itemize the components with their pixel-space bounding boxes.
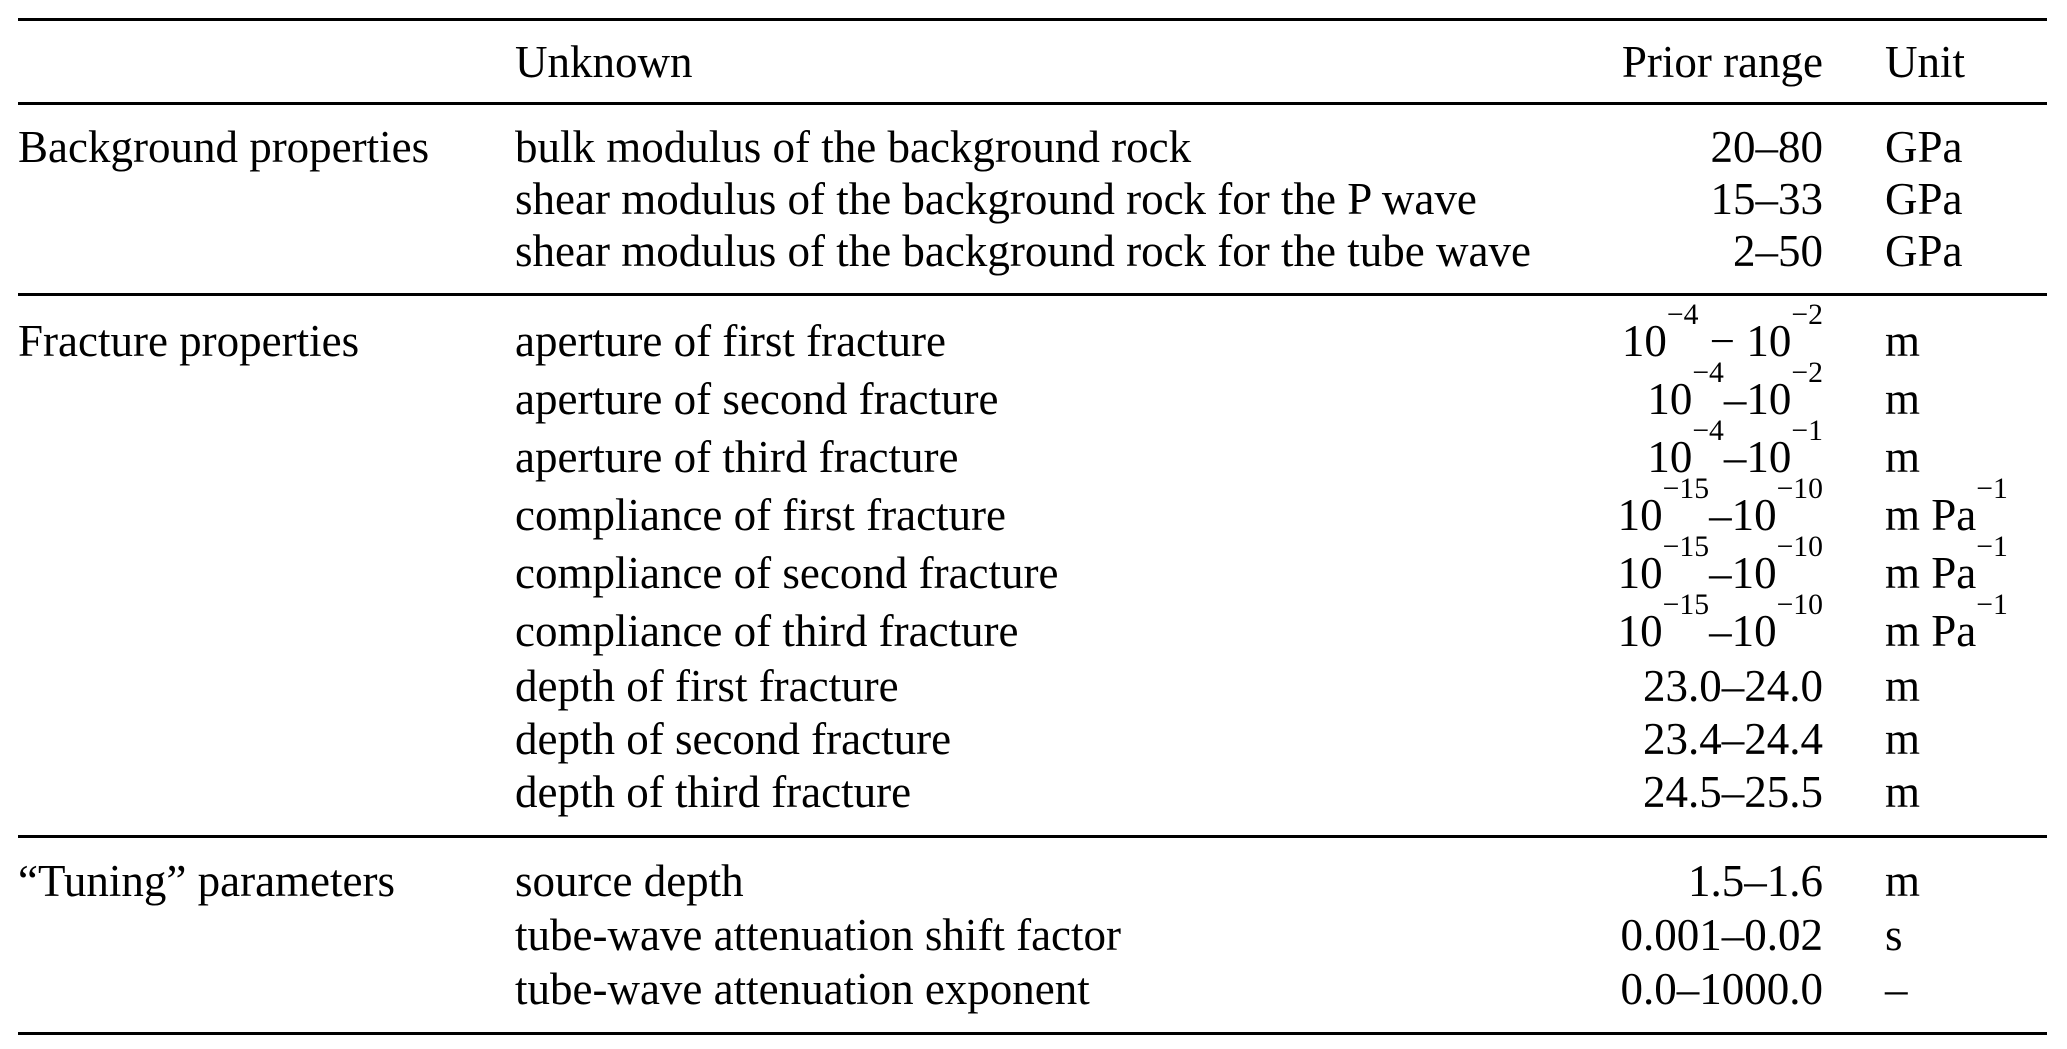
unknown-cell: compliance of second fracture	[515, 548, 1059, 598]
prior-range-cell	[1563, 225, 1823, 277]
unit-cell	[1823, 908, 2047, 962]
unknown-cell: source depth	[515, 856, 744, 906]
range-separator: −	[1698, 316, 1747, 366]
range-exp-2: −10	[1776, 530, 1823, 563]
table-row	[18, 588, 2047, 660]
range-exp-2: −2	[1791, 356, 1823, 389]
prior-range-cell	[1563, 121, 1823, 173]
range-base-2: 10	[1731, 606, 1777, 656]
range-exp-1: −15	[1662, 530, 1710, 563]
prior-range-cell	[1563, 588, 1823, 660]
range-separator: –	[1723, 374, 1747, 424]
range-exp-2: −10	[1776, 588, 1823, 621]
unknown-cell: aperture of third fracture	[515, 432, 959, 482]
range-base-1: 10	[1647, 374, 1693, 424]
table-row	[18, 766, 2047, 819]
unit-cell	[1823, 428, 2047, 486]
unit-text: m	[1885, 432, 1921, 482]
category-cell: “Tuning” parameters	[18, 856, 395, 906]
table-row	[18, 356, 2047, 428]
table-row	[18, 713, 2047, 766]
range-base-2: 10	[1746, 316, 1792, 366]
unit-text: s	[1885, 910, 1903, 960]
unit-text: m Pa	[1885, 548, 1977, 598]
unit-text: m	[1885, 374, 1921, 424]
prior-range-cell	[1563, 713, 1823, 766]
unknown-cell: compliance of first fracture	[515, 490, 1007, 540]
priors-table	[18, 18, 2047, 1035]
unknown-cell: depth of second fracture	[515, 714, 952, 764]
column-header-unknown: Unknown	[515, 36, 693, 87]
unit-cell	[1823, 766, 2047, 819]
range-separator: –	[1709, 490, 1732, 540]
unit-text: m	[1885, 714, 1921, 764]
table-header-row	[18, 18, 2047, 105]
range-exp-1: −4	[1692, 356, 1724, 389]
range-exp-2: −2	[1791, 298, 1823, 331]
range-base-2: 10	[1731, 548, 1777, 598]
table-row	[18, 173, 2047, 225]
range-separator: –	[1723, 432, 1747, 482]
range-text: 0.001–0.02	[1620, 910, 1823, 960]
unit-text: –	[1885, 964, 1908, 1014]
range-text: 0.0–1000.0	[1620, 964, 1823, 1014]
unit-cell	[1823, 370, 2047, 428]
section-background-properties	[18, 105, 2047, 296]
prior-range-cell	[1563, 766, 1823, 819]
table-row	[18, 854, 2047, 908]
unit-cell	[1823, 225, 2047, 277]
table-row	[18, 225, 2047, 277]
unit-cell	[1823, 854, 2047, 908]
prior-range-cell	[1563, 173, 1823, 225]
unit-text: m	[1885, 856, 1921, 906]
table-row	[18, 660, 2047, 713]
range-exp-1: −4	[1692, 414, 1724, 447]
unknown-cell: tube-wave attenuation shift factor	[515, 910, 1122, 960]
unknown-cell: aperture of first fracture	[515, 316, 946, 366]
category-cell: Background properties	[18, 122, 430, 172]
unknown-cell: depth of third fracture	[515, 767, 912, 817]
prior-range-cell	[1563, 908, 1823, 962]
unit-cell	[1823, 173, 2047, 225]
unknown-cell: compliance of third fracture	[515, 606, 1019, 656]
prior-range-cell	[1563, 854, 1823, 908]
unit-cell	[1823, 962, 2047, 1016]
unknown-cell: aperture of second fracture	[515, 374, 999, 424]
table-row	[18, 472, 2047, 544]
unit-cell	[1823, 530, 2047, 602]
range-base-2: 10	[1746, 432, 1792, 482]
range-base-2: 10	[1731, 490, 1777, 540]
range-base-1: 10	[1621, 316, 1667, 366]
unit-text: m Pa	[1885, 606, 1977, 656]
unit-cell	[1823, 472, 2047, 544]
table-row	[18, 530, 2047, 602]
category-cell: Fracture properties	[18, 316, 360, 366]
unit-exponent: −1	[1976, 472, 2008, 505]
unit-exponent: −1	[1976, 530, 2008, 563]
range-exp-1: −15	[1662, 588, 1710, 621]
table-row	[18, 962, 2047, 1016]
range-text: 23.4–24.4	[1643, 714, 1823, 764]
unit-cell	[1823, 660, 2047, 713]
unit-cell	[1823, 713, 2047, 766]
unknown-cell: shear modulus of the background rock for the tube wave	[515, 226, 1531, 276]
unknown-cell: bulk modulus of the background rock	[515, 122, 1192, 172]
range-separator: –	[1709, 606, 1732, 656]
prior-range-cell	[1563, 962, 1823, 1016]
range-base-1: 10	[1617, 490, 1663, 540]
unit-exponent: −1	[1976, 588, 2008, 621]
column-header-unit: Unit	[1885, 36, 1966, 87]
range-exp-2: −1	[1791, 414, 1823, 447]
column-header-prior-range: Prior range	[1621, 36, 1823, 87]
range-base-1: 10	[1617, 606, 1663, 656]
range-text: 24.5–25.5	[1643, 767, 1823, 817]
range-exp-2: −10	[1776, 472, 1823, 505]
table-row	[18, 121, 2047, 173]
range-text: 15–33	[1710, 174, 1823, 224]
section-tuning-parameters	[18, 838, 2047, 1035]
range-base-2: 10	[1746, 374, 1792, 424]
range-base-1: 10	[1617, 548, 1663, 598]
range-separator: –	[1709, 548, 1732, 598]
unit-text: GPa	[1885, 174, 1963, 224]
unit-cell	[1823, 121, 2047, 173]
range-exp-1: −4	[1666, 298, 1699, 331]
unknown-cell: depth of first fracture	[515, 661, 899, 711]
prior-range-cell	[1563, 660, 1823, 713]
unit-text: GPa	[1885, 122, 1963, 172]
table-row	[18, 298, 2047, 370]
unit-text: m	[1885, 767, 1921, 817]
range-text: 23.0–24.0	[1643, 661, 1823, 711]
range-text: 2–50	[1733, 226, 1823, 276]
unit-cell	[1823, 312, 2047, 370]
range-base-1: 10	[1647, 432, 1693, 482]
table-row	[18, 414, 2047, 486]
unknown-cell: tube-wave attenuation exponent	[515, 964, 1090, 1014]
unit-cell	[1823, 588, 2047, 660]
table-row	[18, 908, 2047, 962]
unit-text: GPa	[1885, 226, 1963, 276]
unit-text: m	[1885, 316, 1921, 366]
range-exp-1: −15	[1662, 472, 1710, 505]
unit-text: m Pa	[1885, 490, 1977, 540]
range-text: 1.5–1.6	[1688, 856, 1823, 906]
section-fracture-properties	[18, 296, 2047, 838]
unknown-cell: shear modulus of the background rock for the P wave	[515, 174, 1477, 224]
unit-text: m	[1885, 661, 1921, 711]
range-text: 20–80	[1710, 122, 1823, 172]
